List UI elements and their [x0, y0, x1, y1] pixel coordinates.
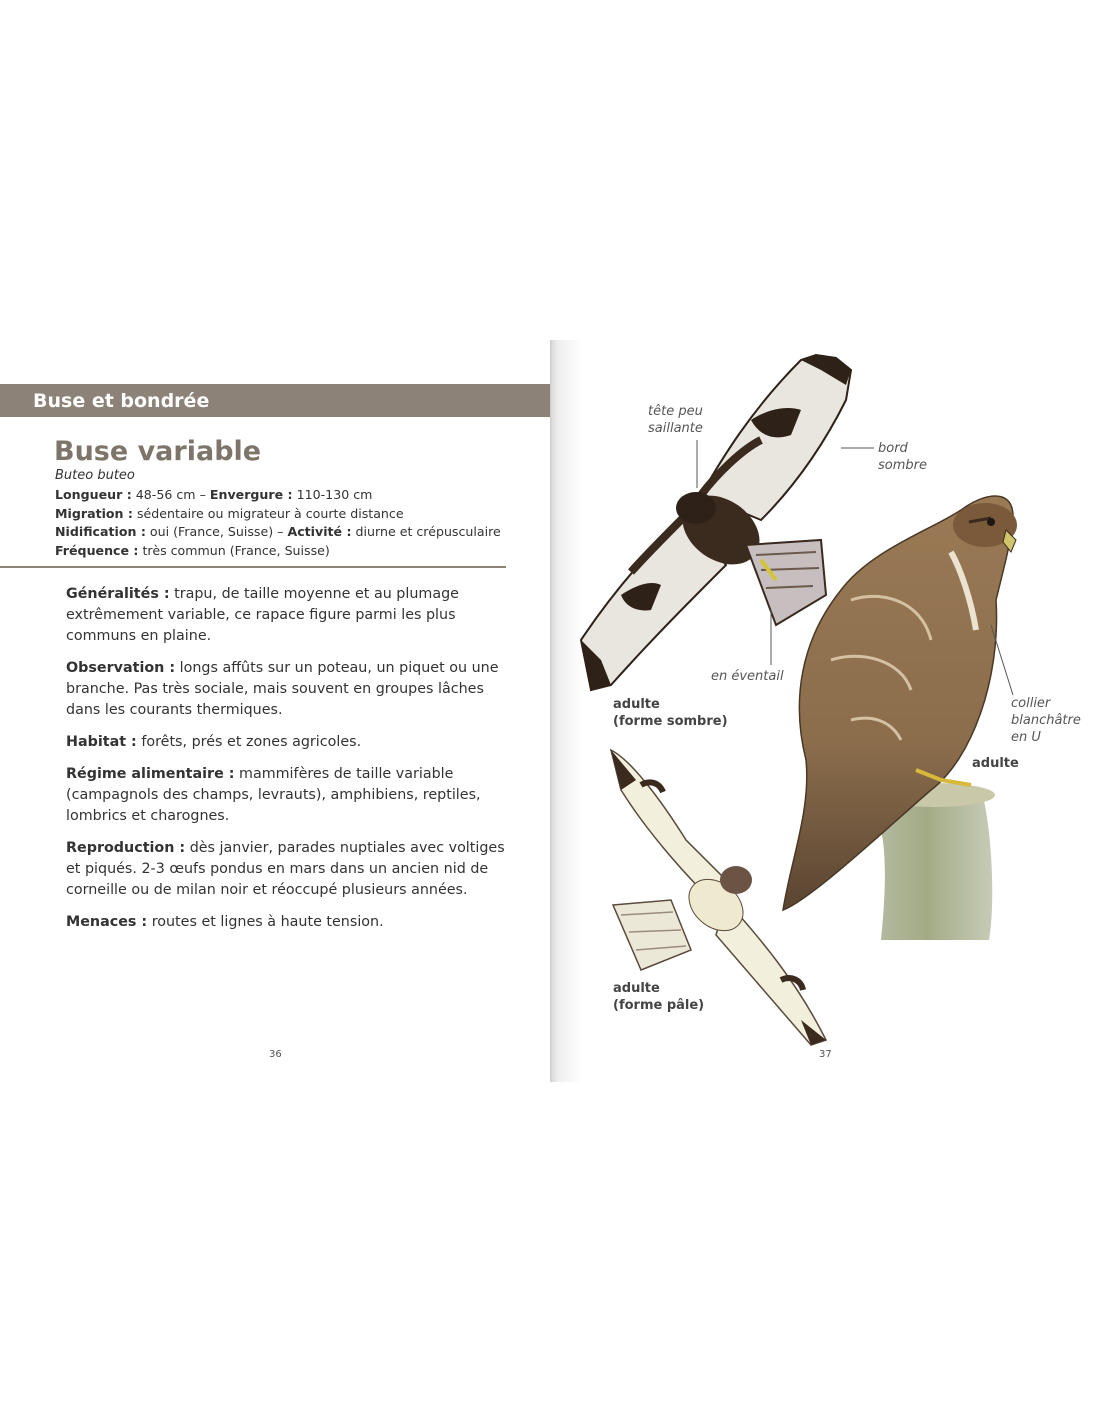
paragraph-regime — [66, 764, 506, 827]
nesting-value: oui (France, Suisse) — [149, 524, 274, 540]
paragraph-text: routes et lignes à haute tension. — [151, 914, 384, 930]
paragraph-generalites — [66, 584, 506, 647]
label-collar — [1011, 695, 1081, 746]
page-number-left: 36 — [269, 1049, 282, 1060]
paragraph-text: mammifères de taille variable (campagnols des champs, levrauts), amphibiens, reptiles, lombrics et charognes. — [66, 766, 481, 824]
paragraph-observation — [66, 658, 506, 721]
label-pale-line2: (forme pâle) — [613, 998, 705, 1013]
section-divider — [0, 566, 506, 568]
paragraph-habitat — [66, 732, 506, 753]
activity-label: Activité : — [287, 524, 352, 540]
wingspan-label: Envergure : — [209, 487, 293, 502]
paragraph-menaces — [66, 912, 506, 933]
section-header-band — [0, 384, 550, 417]
label-collar-line2: blanchâtre — [1011, 713, 1081, 728]
paragraph-reproduction — [66, 838, 506, 901]
paragraph-text: longs affûts sur un poteau, un piquet ou une branche. Pas très sociale, mais souvent en groupes lâches dans les courants thermiques. — [66, 660, 499, 718]
label-collar-line3: en U — [1011, 730, 1041, 745]
nesting-label: Nidification : — [55, 524, 146, 540]
frequency-label: Fréquence : — [55, 543, 139, 559]
facts-line-frequency — [55, 542, 501, 561]
paragraph-label: Reproduction : — [66, 840, 186, 856]
page-number-right: 37 — [819, 1049, 832, 1060]
description-body — [66, 584, 506, 944]
length-label: Longueur : — [55, 487, 132, 502]
paragraph-label: Généralités : — [66, 586, 170, 602]
paragraph-text: dès janvier, parades nuptiales avec voltiges et piqués. 2-3 œufs pondus en mars dans un ancien nid de corneille ou de milan noir et réoccupé plusieurs années. — [66, 840, 505, 898]
activity-value: diurne et crépusculaire — [355, 524, 501, 540]
label-dark-form — [613, 696, 728, 730]
wingspan-value: 110-130 cm — [296, 487, 373, 502]
facts-line-size — [55, 486, 501, 505]
facts-line-nesting — [55, 523, 501, 542]
latin-name: Buteo buteo — [55, 468, 135, 483]
section-header-title: Buse et bondrée — [33, 390, 210, 412]
label-pale-line1: adulte — [613, 981, 660, 996]
label-edge-line2: sombre — [878, 458, 927, 473]
label-pale-form — [613, 980, 704, 1014]
left-page — [0, 340, 551, 1082]
label-head-line1: tête peu — [648, 404, 703, 419]
facts-block — [55, 486, 501, 561]
paragraph-text: forêts, prés et zones agricoles. — [141, 734, 362, 750]
paragraph-label: Observation : — [66, 660, 176, 676]
facts-separator: – — [195, 487, 210, 502]
label-dark-line1: adulte — [613, 697, 660, 712]
migration-label: Migration : — [55, 505, 133, 521]
paragraph-label: Menaces : — [66, 914, 148, 930]
label-head-line2: saillante — [648, 421, 703, 436]
label-tail-fan: en éventail — [711, 669, 784, 684]
paragraph-label: Régime alimentaire : — [66, 766, 235, 782]
migration-value: sédentaire ou migrateur à courte distance — [136, 505, 404, 521]
label-head — [648, 403, 703, 437]
paragraph-label: Habitat : — [66, 734, 137, 750]
facts-separator: – — [273, 524, 288, 540]
right-page — [551, 340, 1100, 1082]
species-title: Buse variable — [54, 436, 262, 467]
label-edge-line1: bord — [878, 441, 908, 456]
label-perched-adult: adulte — [972, 756, 1019, 771]
label-dark-line2: (forme sombre) — [613, 714, 728, 729]
length-value: 48-56 cm — [135, 487, 196, 502]
facts-line-migration — [55, 505, 501, 524]
buzzard-dark-form-illustration — [581, 355, 851, 690]
frequency-value: très commun (France, Suisse) — [142, 543, 330, 559]
paragraph-text: trapu, de taille moyenne et au plumage extrêmement variable, ce rapace figure parmi les plus communs en plaine. — [66, 586, 459, 644]
label-collar-line1: collier — [1011, 696, 1051, 711]
label-wing-edge — [878, 440, 927, 474]
